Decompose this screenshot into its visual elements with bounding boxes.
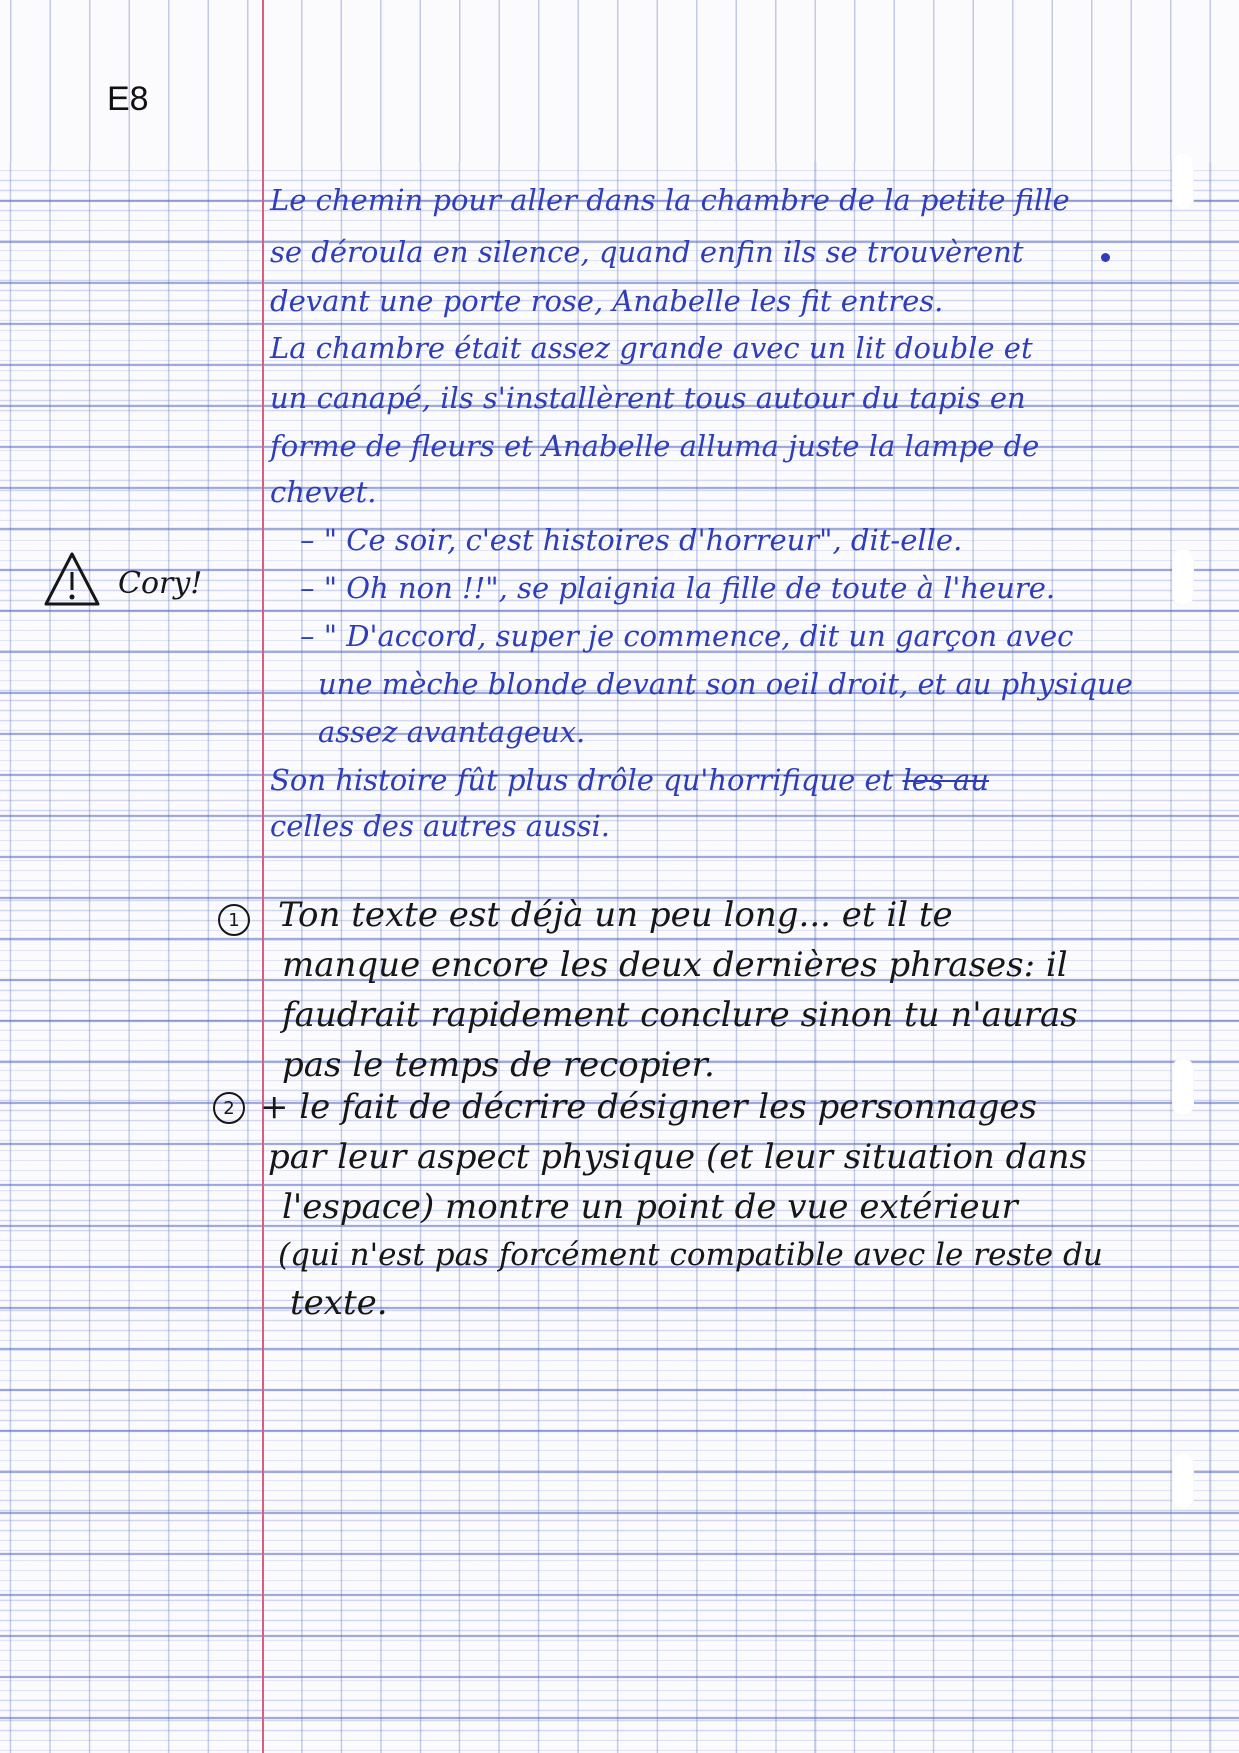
teacher-comment-line: manque encore les deux dernières phrases: il [282, 945, 1068, 985]
ink-dot [1101, 253, 1110, 262]
student-line: un canapé, ils s'installèrent tous autour du tapis en [270, 381, 1026, 415]
dialogue-line: – " Ce soir, c'est histoires d'horreur", dit-elle. [300, 523, 963, 557]
warning-triangle-icon [42, 550, 102, 610]
student-line: La chambre était assez grande avec un lit double et [270, 331, 1033, 365]
teacher-comment-line: pas le temps de recopier. [282, 1045, 715, 1085]
student-line: Le chemin pour aller dans la chambre de la petite fille [270, 183, 1070, 217]
dialogue-line: – " D'accord, super je commence, dit un garçon avec [300, 619, 1074, 653]
closing-line: celles des autres aussi. [270, 809, 611, 843]
margin-note: Cory! [118, 566, 203, 601]
dialogue-line: une mèche blonde devant son oeil droit, et au physique [318, 667, 1133, 701]
closing-line [270, 763, 989, 797]
struck-text: les au [902, 763, 989, 797]
dialogue-line: assez avantageux. [318, 715, 586, 749]
teacher-comment-line: + le fait de décrire désigner les personnages [260, 1087, 1037, 1127]
comment-number: 1 [218, 904, 250, 936]
teacher-comment-line: (qui n'est pas forcément compatible avec le reste du [278, 1237, 1103, 1273]
paper-header-area [0, 0, 1239, 162]
comment-number: 2 [213, 1092, 245, 1124]
teacher-comment-line: l'espace) montre un point de vue extérieur [282, 1187, 1018, 1227]
teacher-comment-line: Ton texte est déjà un peu long... et il te [278, 895, 953, 935]
binder-hole [1172, 1452, 1194, 1510]
binder-hole [1172, 1058, 1194, 1116]
closing-text: Son histoire fût plus drôle qu'horrifique et [270, 763, 903, 797]
binder-hole [1172, 152, 1194, 210]
teacher-comment-line: faudrait rapidement conclure sinon tu n'auras [282, 995, 1078, 1035]
student-line: chevet. [270, 475, 377, 509]
student-line: devant une porte rose, Anabelle les fit entres. [270, 284, 944, 318]
dialogue-line: – " Oh non !!", se plaignia la fille de toute à l'heure. [300, 571, 1056, 605]
student-line: se déroula en silence, quand enfin ils se trouvèrent [270, 235, 1024, 269]
student-line: forme de fleurs et Anabelle alluma juste la lampe de [270, 429, 1040, 463]
page-label: E8 [107, 80, 149, 118]
teacher-comment-line: texte. [290, 1283, 388, 1323]
margin-line [262, 0, 264, 1753]
teacher-comment-line: par leur aspect physique (et leur situation dans [268, 1137, 1088, 1177]
binder-hole [1172, 548, 1194, 606]
